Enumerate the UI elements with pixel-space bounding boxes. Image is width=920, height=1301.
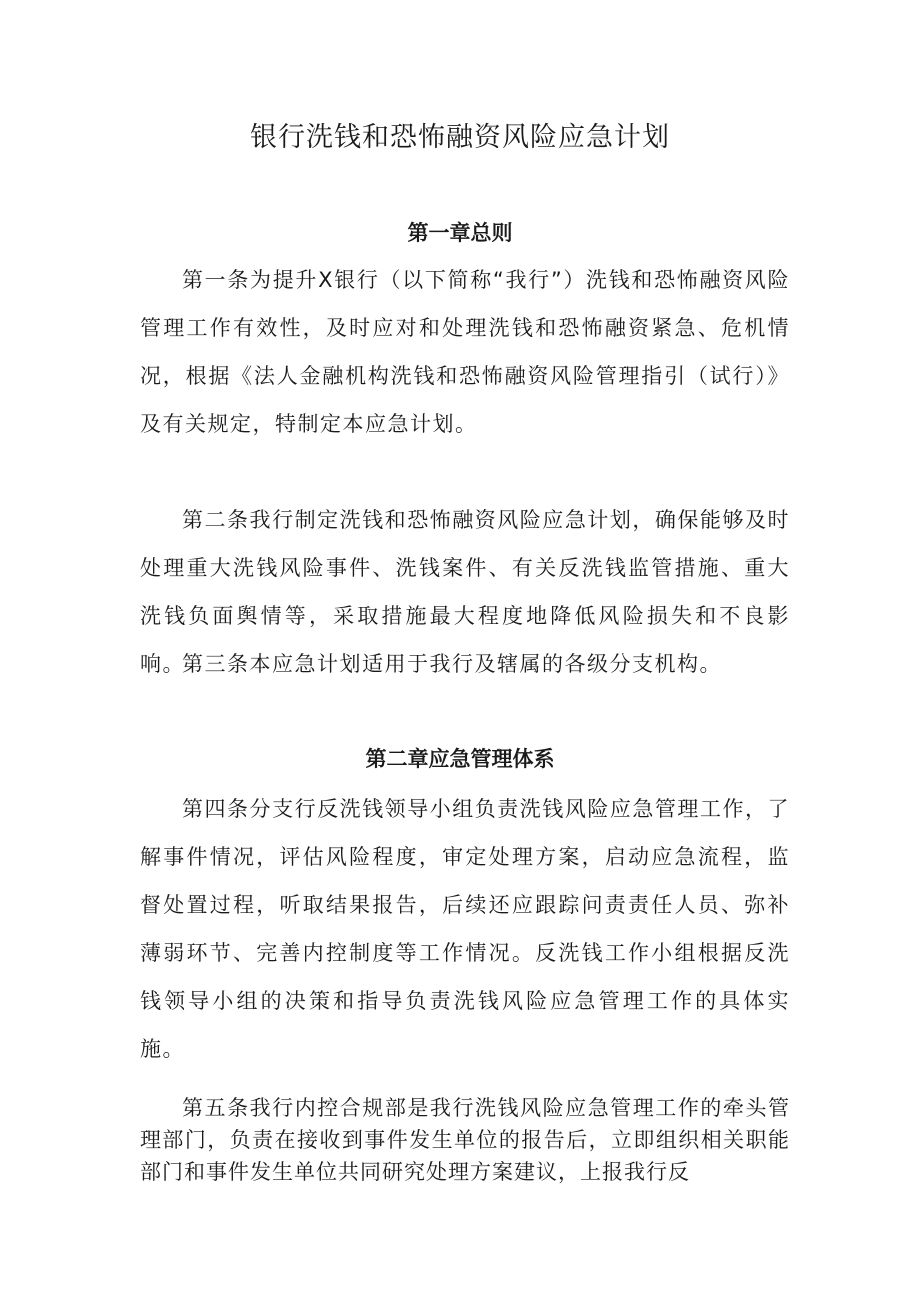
chapter-heading: 第二章应急管理体系 <box>365 747 555 771</box>
article-paragraph: 第四条分支行反洗钱领导小组负责洗钱风险应急管理工作，了解事件情况，评估风险程度，审定处理方案，启动应急流程，监督处置过程，听取结果报告，后续还应跟踪问责责任人员、弥补薄弱环节、完善内控制度等工作情况。反洗钱工作小组根据反洗钱领导小组的决策和指导负责洗钱风险应急管理工作的具体实施。 <box>140 797 790 1061</box>
document-title: 银行洗钱和恐怖融资风险应急计划 <box>250 122 670 153</box>
article-paragraph: 第三条本应急计划适用于我行及辖属的各级分支机构。 <box>182 652 722 676</box>
chapter-heading: 第一章总则 <box>407 221 513 245</box>
article-paragraph: 第一条为提升X银行（以下简称“我行”）洗钱和恐怖融资风险管理工作有效性，及时应对和处理洗钱和恐怖融资紧急、危机情况，根据《法人金融机构洗钱和恐怖融资风险管理指引（试行）》及有关规定，特制定本应急计划。 <box>140 268 790 436</box>
article-paragraph: 第二条我行制定洗钱和恐怖融资风险应急计划，确保能够及时处理重大洗钱风险事件、洗钱案件、有关反洗钱监管措施、重大洗钱负面舆情等，采取措施最大程度地降低风险损失和不良影响。 <box>140 508 790 676</box>
article-paragraph: 第五条我行内控合规部是我行洗钱风险应急管理工作的牵头管理部门，负责在接收到事件发生单位的报告后，立即组织相关职能部门和事件发生单位共同研究处理方案建议，上报我行反 <box>140 1096 790 1184</box>
